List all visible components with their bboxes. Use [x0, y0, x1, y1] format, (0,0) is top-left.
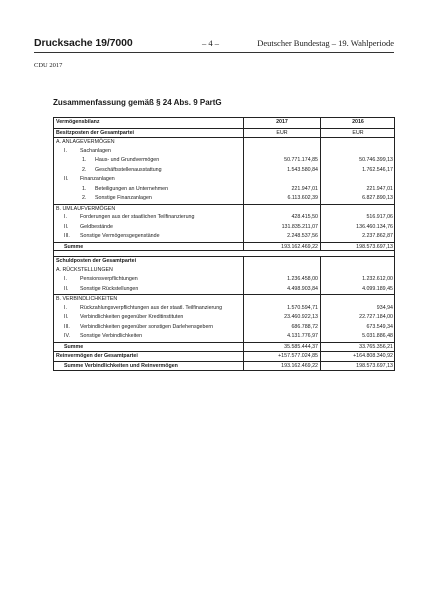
- value-2017: 4.498.903,84: [243, 285, 320, 295]
- sum-2016: 33.765.356,21: [320, 343, 395, 352]
- value-2017: 221.947,01: [243, 185, 320, 195]
- value-2016: 50.746.399,13: [320, 156, 395, 166]
- anlagevermoegen-heading: A. ANLAGEVERMÖGEN: [56, 139, 115, 145]
- page-number: – 4 –: [202, 38, 219, 48]
- table-row: [54, 223, 394, 233]
- row-label: I. Pensionsverpflichtungen: [64, 276, 138, 282]
- net-assets-2016: +164.808.340,92: [320, 352, 395, 361]
- umlaufvermoegen-heading: B. UMLAUFVERMÖGEN: [56, 205, 116, 212]
- value-2016: 22.727.184,00: [320, 313, 395, 323]
- row-label: III. Verbindlichkeiten gegenüber sonstigen Darlehensgebern: [64, 323, 214, 330]
- table-row: [54, 323, 394, 333]
- value-2017: 686.788,72: [243, 323, 320, 333]
- table-row: [54, 304, 394, 314]
- value-2016: 934,94: [320, 304, 395, 314]
- net-assets-2017: +157.577.024,85: [243, 352, 320, 361]
- table-row: [54, 147, 394, 157]
- value-2017: 131.835.211,07: [243, 223, 320, 233]
- table-row: [54, 332, 394, 342]
- value-2017: 23.460.922,13: [243, 313, 320, 323]
- table-row: [54, 137, 394, 147]
- grand-total-2017: 193.162.469,22: [243, 362, 320, 371]
- verbindlichkeiten-heading: B. VERBINDLICHKEITEN: [56, 296, 118, 302]
- row-label: III. Sonstige Vermögensgegenstände: [64, 233, 160, 239]
- row-label: 1. Haus- und Grundvermögen: [82, 157, 160, 163]
- table-title: Vermögensbilanz: [56, 119, 100, 125]
- grand-total-row: [54, 361, 394, 371]
- table-row: [54, 194, 394, 204]
- table-row: [54, 232, 394, 242]
- page-header: [34, 37, 394, 51]
- value-2016: 673.549,34: [320, 323, 395, 333]
- table-row: [54, 213, 394, 223]
- unit-2016: EUR: [320, 129, 395, 138]
- grand-total-2016: 198.573.697,13: [320, 362, 395, 371]
- legislative-period: Deutscher Bundestag – 19. Wahlperiode: [257, 38, 394, 48]
- assets-section-title: Besitzposten der Gesamtpartei: [56, 129, 135, 136]
- value-2016: 4.099.189,45: [320, 285, 395, 295]
- value-2016: 221.947,01: [320, 185, 395, 195]
- value-2016: 2.237.862,87: [320, 232, 395, 242]
- rueckstellungen-heading: A. RÜCKSTELLUNGEN: [56, 266, 113, 273]
- table-row: [54, 175, 394, 185]
- table-row: [54, 275, 394, 285]
- document-number-bold: 7000: [109, 37, 133, 49]
- row-label: I. Rückzahlungsverpflichtungen aus der staatl. Teilfinanzierung: [64, 304, 223, 311]
- table-row: [54, 285, 394, 295]
- value-2017: 6.113.602,39: [243, 194, 320, 204]
- table-row: [54, 294, 394, 304]
- value-2017: 4.131.776,97: [243, 332, 320, 342]
- table-row: [54, 156, 394, 166]
- value-2017: 1.543.580,84: [243, 166, 320, 176]
- document-label: Drucksache: [34, 37, 93, 49]
- row-label: 2. Sonstige Finanzanlagen: [82, 195, 152, 201]
- year-2016-header: 2016: [320, 118, 395, 128]
- grand-total-label: Summe Verbindlichkeiten und Reinvermögen: [64, 362, 178, 369]
- value-2017: 50.771.174,85: [243, 156, 320, 166]
- row-label: 1. Beteiligungen an Unternehmen: [82, 185, 169, 192]
- value-2016: 6.827.890,13: [320, 194, 395, 204]
- value-2017: 1.570.594,71: [243, 304, 320, 314]
- value-2016: 1.762.546,17: [320, 166, 395, 176]
- value-2016: 516.917,06: [320, 213, 395, 223]
- assets-sum-row: [54, 242, 394, 252]
- sum-label: Summe: [64, 243, 84, 250]
- row-label: II. Geldbestände: [64, 223, 113, 230]
- table-row: [54, 266, 394, 276]
- row-label: II. Sonstige Rückstellungen: [64, 285, 139, 292]
- sum-2017: 35.585.444,37: [243, 343, 320, 352]
- row-label: II. Verbindlichkeiten gegenüber Kreditinstituten: [64, 314, 184, 320]
- value-2017: 428.415,50: [243, 213, 320, 223]
- table-row: [54, 313, 394, 323]
- net-assets-row: [54, 351, 394, 361]
- table-unit-row: [54, 128, 394, 138]
- row-label: I. Sachanlagen: [64, 147, 111, 154]
- balance-sheet-table: [53, 117, 395, 371]
- document-number-prefix: 19/: [92, 37, 110, 49]
- party-year-label: CDU 2017: [34, 62, 63, 69]
- value-2016: 136.460.134,76: [320, 223, 395, 233]
- sum-2017: 193.162.469,22: [243, 243, 320, 251]
- value-2017: 1.236.458,00: [243, 275, 320, 285]
- document-number: [34, 37, 133, 49]
- row-label: I. Forderungen aus der staatlichen Teilfinanzierung: [64, 214, 195, 220]
- value-2016: 5.031.886,48: [320, 332, 395, 342]
- table-row: [54, 204, 394, 214]
- row-label: 2. Geschäftsstellenausstattung: [82, 166, 162, 173]
- unit-2017: EUR: [243, 129, 320, 138]
- sum-label: Summe: [64, 343, 84, 350]
- year-2017-header: 2017: [243, 118, 320, 128]
- header-rule: [34, 52, 394, 53]
- table-row: [54, 166, 394, 176]
- table-row: [54, 256, 394, 266]
- row-label: IV. Sonstige Verbindlichkeiten: [64, 333, 143, 339]
- liabilities-sum-row: [54, 342, 394, 352]
- table-header-row: [54, 118, 394, 128]
- net-assets-label: Reinvermögen der Gesamtpartei: [56, 353, 138, 359]
- value-2016: 1.232.612,00: [320, 275, 395, 285]
- sum-2016: 198.573.697,13: [320, 243, 395, 251]
- section-title: Zusammenfassung gemäß § 24 Abs. 9 PartG: [53, 98, 222, 107]
- row-label: II. Finanzanlagen: [64, 176, 115, 182]
- liabilities-section-title: Schuldposten der Gesamtpartei: [56, 258, 137, 264]
- table-row: [54, 185, 394, 195]
- value-2017: 2.248.537,56: [243, 232, 320, 242]
